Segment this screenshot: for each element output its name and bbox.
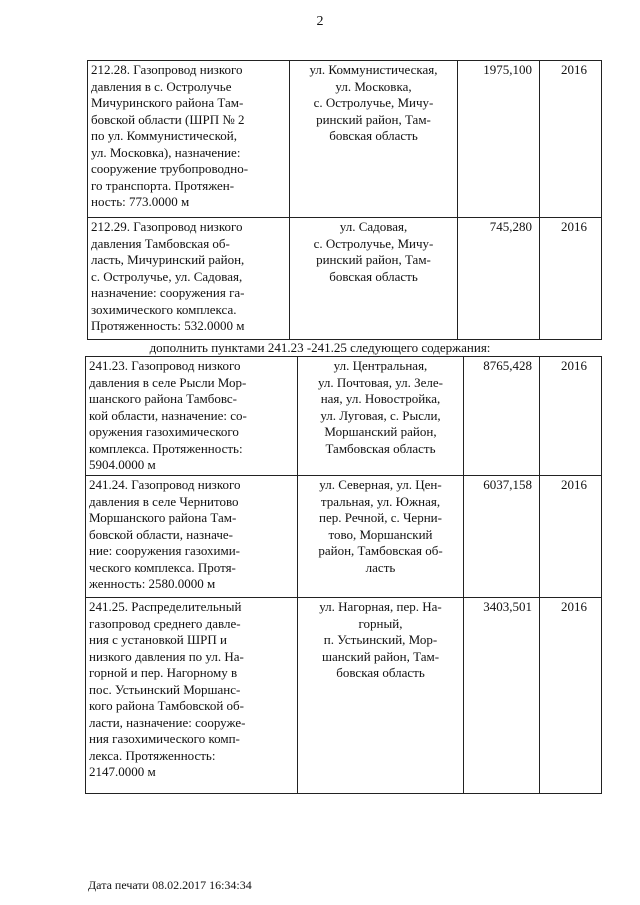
object-description-cell [88, 218, 290, 340]
text-line: назначение: сооружения га- [91, 285, 245, 300]
object-address-cell [290, 218, 458, 340]
text-line: 241.24. Газопровод низкого [89, 477, 241, 492]
object-address-cell [298, 476, 464, 598]
text-line: тово, Моршанский [328, 526, 433, 542]
text-line: пос. Устьинский Моршанс- [89, 681, 241, 697]
text-line: ул. Коммунистическая, [309, 62, 438, 77]
object-value-cell: 6037,158 [464, 476, 540, 598]
text-line: давления в селе Рысли Мор- [89, 374, 247, 390]
text-line: Моршанского района Там- [89, 510, 237, 525]
object-year-cell: 2016 [540, 598, 602, 794]
text-line: шанского района Тамбовс- [89, 391, 238, 406]
text-line: низкого давления по ул. На- [89, 648, 244, 664]
text-line: бовская область [329, 268, 418, 284]
text-line: Протяженность: 532.0000 м [91, 318, 245, 333]
object-value-cell: 1975,100 [458, 61, 540, 218]
text-line: давления в с. Остролучье [91, 78, 232, 94]
text-line: ул. Садовая, [339, 219, 408, 234]
text-line: бовская область [336, 665, 425, 680]
table-row [88, 61, 602, 218]
text-line: ная, ул. Новостройка, [320, 391, 441, 406]
text-line: 241.25. Распределительный [89, 599, 242, 614]
text-line: 212.29. Газопровод низкого [91, 219, 243, 234]
text-line: с. Остролучье, Мичу- [313, 95, 434, 110]
table-row [86, 357, 602, 476]
object-value-cell: 8765,428 [464, 357, 540, 476]
text-line: газопровод среднего давле- [89, 615, 241, 631]
text-line: давления Тамбовская об- [91, 235, 230, 251]
text-line: Мичуринского района Там- [91, 95, 244, 110]
object-address-cell [298, 357, 464, 476]
object-year-cell: 2016 [540, 218, 602, 340]
object-address-cell [290, 61, 458, 218]
object-address-cell [298, 598, 464, 794]
property-table-top [87, 60, 602, 340]
table-row [86, 598, 602, 794]
object-year-cell: 2016 [540, 61, 602, 218]
text-line: ул. Нагорная, пер. На- [319, 599, 442, 614]
text-line: ласти, назначение: сооруже- [89, 714, 246, 730]
text-line: ул. Луговая, с. Рысли, [320, 407, 441, 423]
text-line: ние: сооружения газохими- [89, 543, 241, 558]
text-line: лекса. Протяженность: [89, 747, 216, 763]
text-line: Тамбовская область [325, 440, 436, 456]
text-line: ческого комплекса. Протя- [89, 559, 236, 575]
text-line: ул. Московка), назначение: [91, 144, 241, 160]
text-line: давления в селе Чернитово [89, 493, 239, 509]
text-line: сооружение трубопроводно- [91, 161, 249, 176]
text-line: ул. Центральная, [333, 358, 428, 373]
text-line: бовской области (ШРП № 2 [91, 111, 245, 127]
text-line: оружения газохимического [89, 424, 239, 439]
property-table-bottom [85, 356, 602, 794]
text-line: шанский район, Там- [321, 648, 440, 664]
text-line: ность: 773.0000 м [91, 194, 190, 209]
text-line: 212.28. Газопровод низкого [91, 62, 243, 77]
text-line: 5904.0000 м [89, 457, 156, 472]
object-value-cell: 745,280 [458, 218, 540, 340]
text-line: 241.23. Газопровод низкого [89, 358, 241, 373]
table-row [86, 476, 602, 598]
text-line: ул. Почтовая, ул. Зеле- [317, 374, 444, 390]
text-line: ул. Московка, [335, 78, 412, 94]
table-row [88, 218, 602, 340]
text-line: Моршанский район, [324, 424, 437, 439]
text-line: ринский район, Там- [316, 111, 431, 127]
page-number: 2 [316, 14, 324, 29]
text-line: с. Остролучье, ул. Садовая, [91, 268, 243, 284]
text-line: тральная, ул. Южная, [320, 493, 441, 509]
text-line: ния газохимического комп- [89, 731, 240, 746]
text-line: ния с установкой ШРП и [89, 632, 227, 647]
text-line: ласть, Мичуринский район, [91, 252, 245, 267]
object-value-cell: 3403,501 [464, 598, 540, 794]
object-year-cell: 2016 [540, 476, 602, 598]
text-line: с. Остролучье, Мичу- [313, 235, 434, 251]
text-line: кой области, назначение: со- [89, 407, 247, 423]
text-line: кого района Тамбовской об- [89, 698, 244, 713]
text-line: бовской области, назначе- [89, 526, 233, 542]
text-line: комплекса. Протяженность: [89, 440, 243, 456]
text-line: 2147.0000 м [89, 764, 156, 779]
text-line: горной и пер. Нагорному в [89, 665, 238, 680]
text-line: зохимического комплекса. [91, 301, 237, 317]
text-line: по ул. Коммунистической, [91, 128, 237, 143]
object-description-cell [86, 357, 298, 476]
text-line: горный, [358, 615, 403, 631]
text-line: пер. Речной, с. Черни- [319, 510, 442, 525]
text-line: бовская область [329, 128, 418, 143]
object-year-cell: 2016 [540, 357, 602, 476]
object-description-cell [88, 61, 290, 218]
text-line: район, Тамбовская об- [318, 543, 443, 558]
text-line: женность: 2580.0000 м [89, 576, 216, 591]
text-line: го транспорта. Протяжен- [91, 177, 235, 193]
text-line: ласть [365, 559, 396, 575]
text-line: ул. Северная, ул. Цен- [319, 477, 442, 492]
object-description-cell [86, 476, 298, 598]
text-line: п. Устьинский, Мор- [323, 632, 438, 647]
print-date-footer: Дата печати 08.02.2017 16:34:34 [88, 878, 252, 892]
amendment-note: дополнить пунктами 241.23 -241.25 следующего содержания: [149, 340, 491, 355]
object-description-cell [86, 598, 298, 794]
text-line: ринский район, Там- [316, 252, 431, 267]
